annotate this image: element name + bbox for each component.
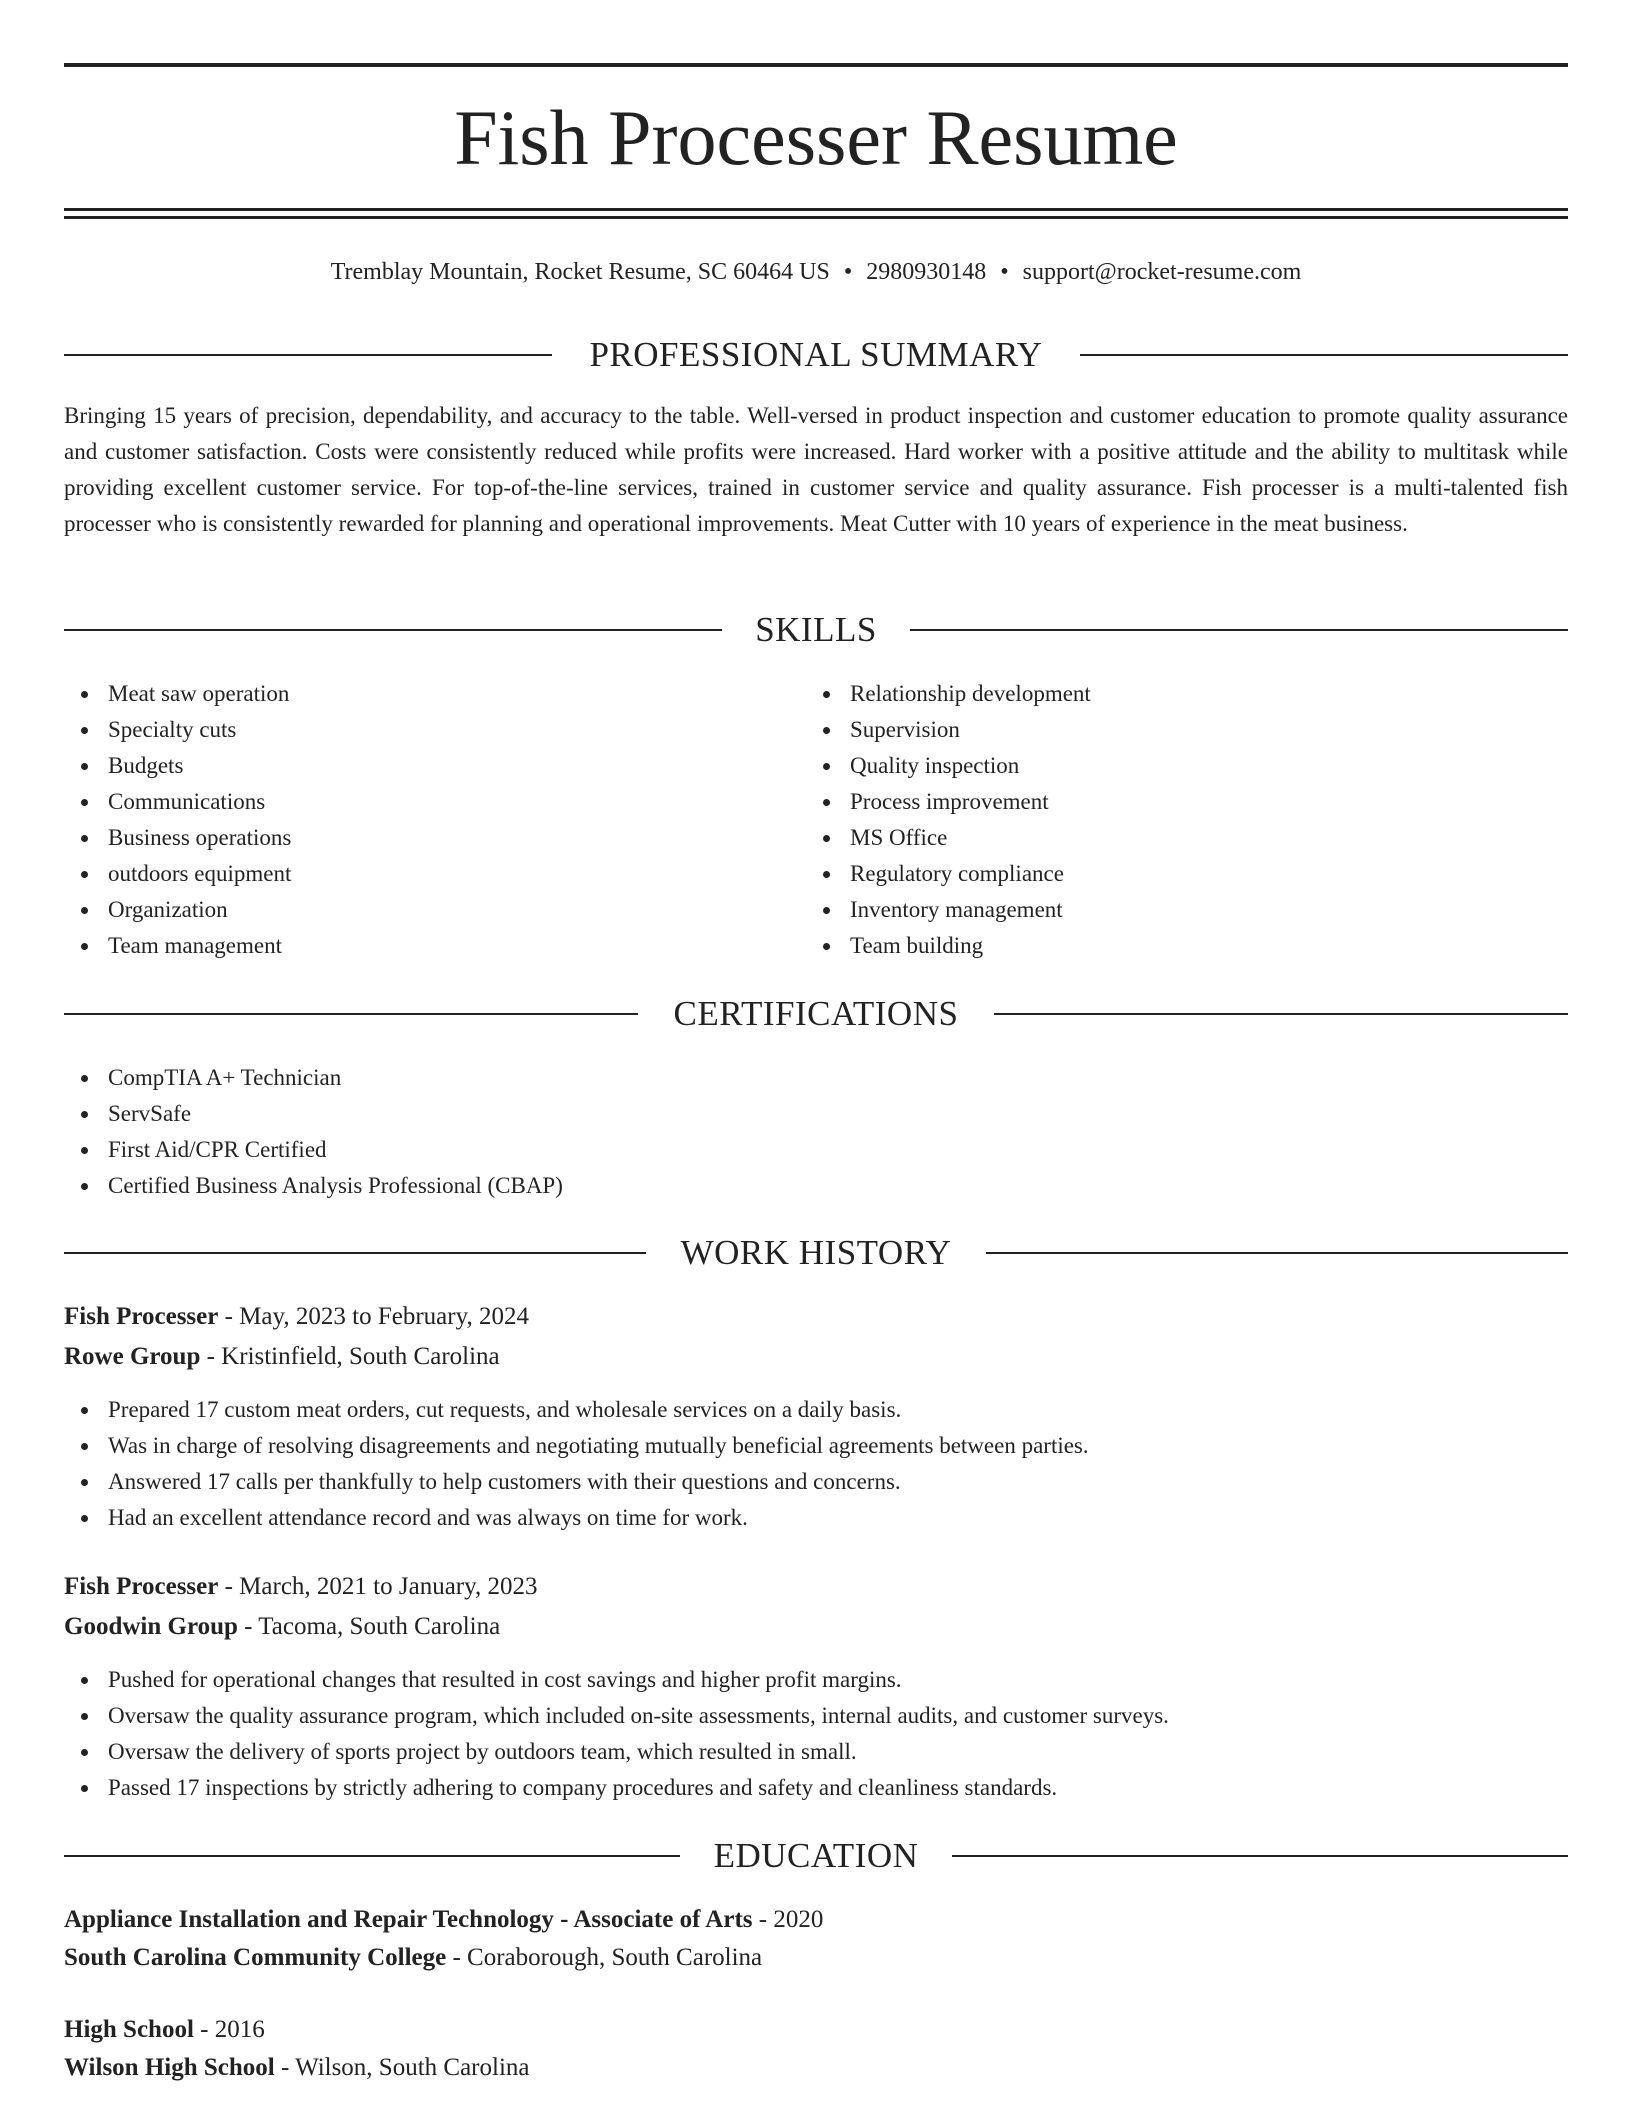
section-title: SKILLS <box>755 610 877 649</box>
education-school: Wilson High School <box>64 2054 275 2081</box>
education-school-line <box>64 1939 762 1977</box>
list-item: MS Office <box>806 820 1506 856</box>
job-title-line <box>64 1298 529 1336</box>
list-item: ServSafe <box>64 1096 1064 1132</box>
list-item: Budgets <box>64 748 764 784</box>
list-item: Regulatory compliance <box>806 856 1506 892</box>
section-header-certifications <box>64 992 1568 1036</box>
job-bullets <box>64 1662 1568 1806</box>
education-degree: High School <box>64 2016 194 2043</box>
job-company: Rowe Group <box>64 1343 201 1370</box>
list-item: First Aid/CPR Certified <box>64 1132 1064 1168</box>
list-item: Team building <box>806 928 1506 964</box>
contact-phone: 2980930148 <box>866 259 987 285</box>
education-location: - Coraborough, South Carolina <box>446 1944 763 1971</box>
section-title: WORK HISTORY <box>680 1233 952 1272</box>
list-item: Oversaw the quality assurance program, which included on-site assessments, internal audits, and customer surveys. <box>64 1698 1568 1734</box>
contact-separator: • <box>1000 259 1009 285</box>
list-item: Supervision <box>806 712 1506 748</box>
list-item: Passed 17 inspections by strictly adhering to company procedures and safety and cleanliness standards. <box>64 1770 1568 1806</box>
list-item: Oversaw the delivery of sports project by outdoors team, which resulted in small. <box>64 1734 1568 1770</box>
job-title: Fish Processer <box>64 1573 219 1600</box>
section-header-work-history <box>64 1231 1568 1275</box>
summary-text: Bringing 15 years of precision, dependability, and accuracy to the table. Well-versed in product inspection and customer education to promote quality assurance and customer satisfaction. Costs were consistently reduced while profits were increased. Hard worker with a positive attitude and the ability to multitask while providing excellent customer service. For top-of-the-line services, trained in customer service and quality assurance. Fish processer is a multi-talented fish processer who is consistently rewarded for planning and operational improvements. Meat Cutter with 10 years of experience in the meat business. <box>64 403 1568 536</box>
education-school: South Carolina Community College <box>64 1944 447 1971</box>
education-year: - 2020 <box>752 1906 824 1933</box>
contact-address: Tremblay Mountain, Rocket Resume, SC 60464 US <box>330 259 830 285</box>
job-company-line <box>64 1338 500 1376</box>
list-item: Team management <box>64 928 764 964</box>
job-title-line <box>64 1568 538 1606</box>
page-title: Fish Processer Resume <box>454 94 1178 181</box>
section-header-skills <box>64 608 1568 652</box>
job-bullets <box>64 1392 1568 1536</box>
list-item: Process improvement <box>806 784 1506 820</box>
skills-list-right <box>806 676 1506 964</box>
job-location: - Tacoma, South Carolina <box>237 1613 501 1640</box>
list-item: Certified Business Analysis Professional (CBAP) <box>64 1168 1064 1204</box>
list-item: Pushed for operational changes that resulted in cost savings and higher profit margins. <box>64 1662 1568 1698</box>
section-header-education <box>64 1834 1568 1878</box>
skills-list-left <box>64 676 764 964</box>
title-rule-lower <box>64 216 1568 219</box>
list-item: Communications <box>64 784 764 820</box>
education-degree-line <box>64 2011 265 2049</box>
list-item: Was in charge of resolving disagreements and negotiating mutually beneficial agreements between parties. <box>64 1428 1568 1464</box>
title-rule-upper <box>64 208 1568 211</box>
contact-email: support@rocket-resume.com <box>1022 259 1302 285</box>
section-title: EDUCATION <box>713 1836 919 1875</box>
list-item: Business operations <box>64 820 764 856</box>
education-school-line <box>64 2049 530 2087</box>
list-item: outdoors equipment <box>64 856 764 892</box>
list-item: Inventory management <box>806 892 1506 928</box>
job-company: Goodwin Group <box>64 1613 238 1640</box>
job-dates: - March, 2021 to January, 2023 <box>218 1573 538 1600</box>
list-item: Relationship development <box>806 676 1506 712</box>
list-item: Answered 17 calls per thankfully to help customers with their questions and concerns. <box>64 1464 1568 1500</box>
list-item: Specialty cuts <box>64 712 764 748</box>
list-item: Meat saw operation <box>64 676 764 712</box>
top-rule <box>64 63 1568 67</box>
education-year: - 2016 <box>193 2016 265 2043</box>
education-degree: Appliance Installation and Repair Technology - Associate of Arts <box>64 1906 753 1933</box>
section-title: CERTIFICATIONS <box>673 994 959 1033</box>
certifications-list <box>64 1060 1064 1204</box>
list-item: CompTIA A+ Technician <box>64 1060 1064 1096</box>
education-degree-line <box>64 1901 823 1939</box>
list-item: Prepared 17 custom meat orders, cut requests, and wholesale services on a daily basis. <box>64 1392 1568 1428</box>
section-header-summary <box>64 333 1568 377</box>
section-title: PROFESSIONAL SUMMARY <box>589 335 1043 374</box>
list-item: Organization <box>64 892 764 928</box>
contact-line <box>64 254 1568 290</box>
job-dates: - May, 2023 to February, 2024 <box>218 1303 529 1330</box>
list-item: Quality inspection <box>806 748 1506 784</box>
job-company-line <box>64 1608 500 1646</box>
education-location: - Wilson, South Carolina <box>274 2054 530 2081</box>
job-title: Fish Processer <box>64 1303 219 1330</box>
job-location: - Kristinfield, South Carolina <box>200 1343 500 1370</box>
contact-separator: • <box>843 259 853 285</box>
list-item: Had an excellent attendance record and was always on time for work. <box>64 1500 1568 1536</box>
